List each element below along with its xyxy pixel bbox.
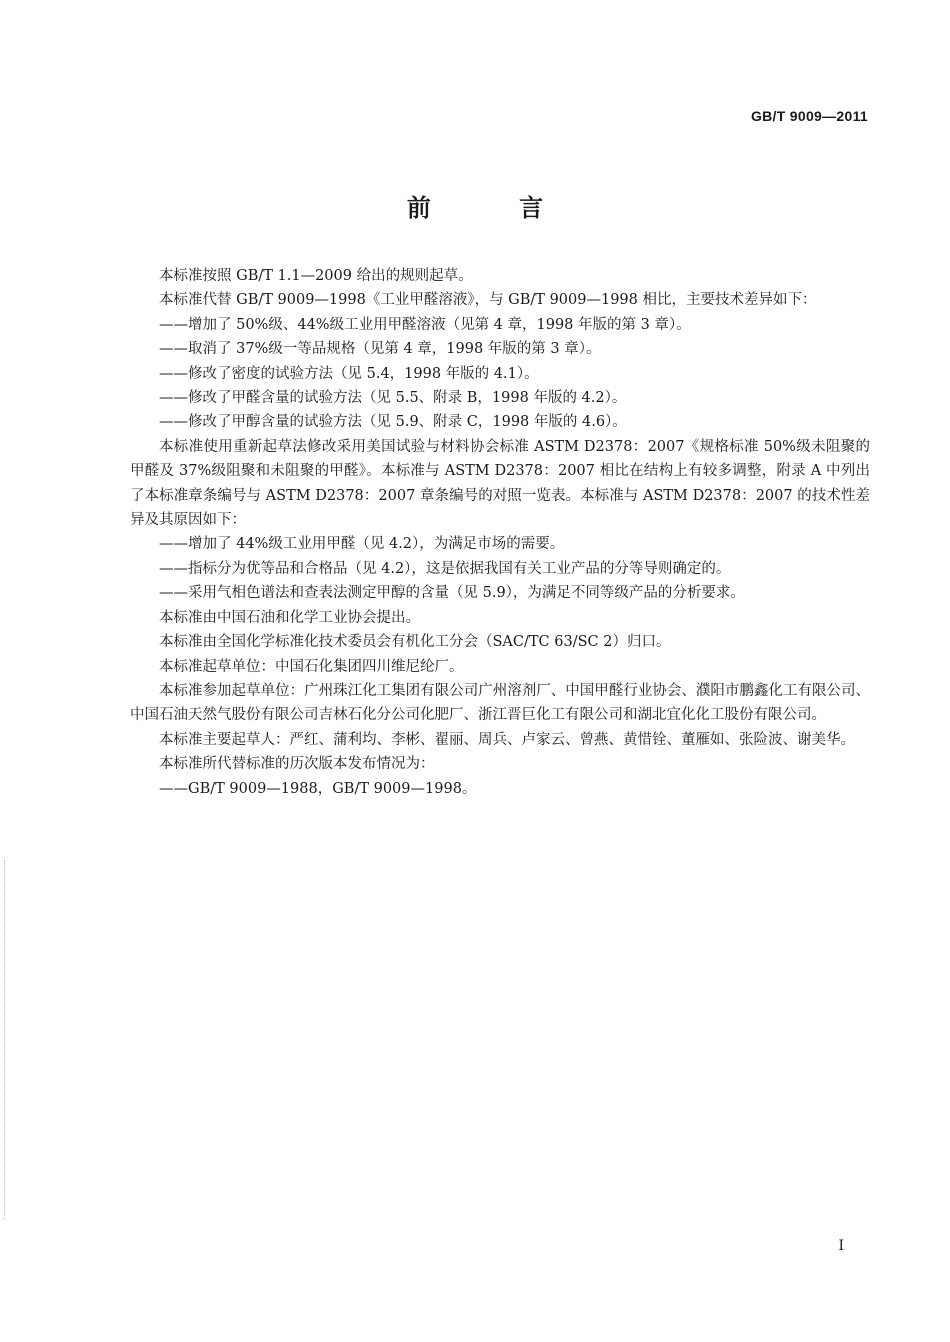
list-item: ——增加了 50%级、44%级工业用甲醛溶液（见第 4 章，1998 年版的第 3 章）。 (159, 316, 691, 333)
paragraph: 本标准参加起草单位：广州珠江化工集团有限公司广州溶剂厂、中国甲醛行业协会、濮阳市鹏鑫化工有限公司、中国石油天然气股份有限公司吉林石化分公司化肥厂、浙江晋巨化工有限公司和湖北宜化化工股份有限公司。 (130, 682, 870, 724)
list-item: ——修改了甲醛含量的试验方法（见 5.5、附录 B，1998 年版的 4.2）。 (159, 390, 627, 407)
page-title: 前 言 (406, 194, 584, 222)
paragraph: 本标准由全国化学标准化技术委员会有机化工分会（SAC/TC 63/SC 2）归口。 (159, 634, 671, 651)
paragraph: 本标准所代替标准的历次版本发布情况为： (159, 756, 435, 773)
paragraph: 本标准主要起草人：严红、蒲利均、李彬、翟丽、周兵、卢家云、曾燕、黄惜铨、董雁如、张险波、谢美华。 (159, 731, 855, 748)
standard-code: GB/T 9009—2011 (750, 108, 868, 124)
paragraph: 本标准按照 GB/T 1.1—2009 给出的规则起草。 (159, 268, 473, 284)
list-item: ——指标分为优等品和合格品（见 4.2），这是依据我国有关工业产品的分等导则确定的。 (159, 560, 731, 577)
list-item: ——修改了密度的试验方法（见 5.4，1998 年版的 4.1）。 (159, 365, 539, 382)
paragraph: 本标准代替 GB/T 9009—1998《工业甲醛溶液》，与 GB/T 9009—1998 相比，主要技术差异如下： (159, 292, 817, 309)
list-item: ——增加了 44%级工业用甲醛（见 4.2），为满足市场的需要。 (159, 536, 565, 553)
body-text (130, 264, 870, 801)
page-number: I (838, 1238, 844, 1254)
paragraph: 本标准使用重新起草法修改采用美国试验与材料协会标准 ASTM D2378：2007《规格标准 50%级未阻聚的甲醛及 37%级阻聚和未阻聚的甲醛》。本标准与 ASTM D2378：2007 相比在结构上有较多调整，附录 A 中列出了本标准章条编号与 ASTM D2378：2007 章条编号的对照一览表。本标准与 ASTM D2378：2007 的技术性差异及其原因如下： (130, 438, 870, 529)
list-item: ——取消了 37%级一等品规格（见第 4 章，1998 年版的第 3 章）。 (159, 341, 601, 358)
paragraph: 本标准起草单位：中国石化集团四川维尼纶厂。 (159, 658, 464, 675)
list-item: ——修改了甲醇含量的试验方法（见 5.9、附录 C，1998 年版的 4.6）。 (159, 414, 627, 431)
list-item: ——GB/T 9009—1988，GB/T 9009—1998。 (159, 780, 477, 797)
scan-margin-mark (4, 860, 7, 1220)
list-item: ——采用气相色谱法和查表法测定甲醇的含量（见 5.9），为满足不同等级产品的分析要求。 (159, 585, 745, 602)
paragraph: 本标准由中国石油和化学工业协会提出。 (159, 609, 420, 626)
